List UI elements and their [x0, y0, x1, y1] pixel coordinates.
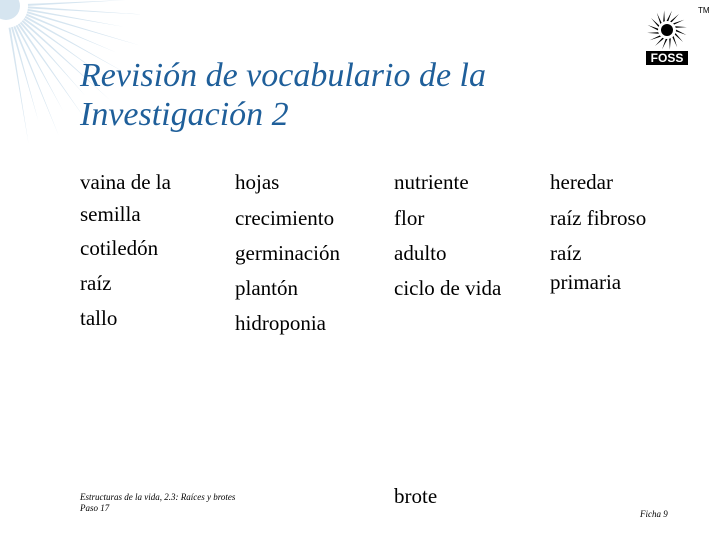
vocab-word: adulto	[394, 241, 447, 265]
vocab-word: raíz	[80, 271, 112, 295]
vocab-word: hojas	[235, 170, 280, 194]
vocab-word-brote: brote	[394, 484, 438, 508]
vocab-word: crecimiento	[235, 206, 335, 230]
logo-text: FOSS	[650, 51, 684, 65]
vocab-word: nutriente	[394, 170, 469, 194]
vocab-word: germinación	[235, 241, 340, 265]
vocab-word: vaina de la	[80, 170, 171, 194]
foss-logo	[644, 8, 690, 66]
vocab-word: heredar	[550, 170, 613, 194]
vocab-word: flor	[394, 206, 425, 230]
title-line-1: Revisión de vocabulario de la	[80, 57, 487, 94]
trademark-mark: TM	[698, 6, 710, 15]
vocab-word: tallo	[80, 306, 118, 330]
page-label: Ficha 9	[640, 509, 668, 519]
vocab-word: raíz	[550, 241, 582, 265]
vocab-word: hidroponia	[235, 311, 326, 335]
vocab-word: plantón	[235, 276, 298, 300]
footer-source	[80, 492, 235, 514]
footer-line-2: Paso 17	[80, 503, 110, 513]
vocab-word: cotiledón	[80, 236, 159, 260]
vocab-word: primaria	[550, 270, 622, 294]
page-title	[80, 56, 640, 134]
footer-line-1: Estructuras de la vida, 2.3: Raíces y brotes	[80, 492, 236, 502]
vocab-word: ciclo de vida	[394, 276, 502, 300]
vocab-word: semilla	[80, 202, 141, 226]
vocab-word: raíz fibroso	[550, 206, 647, 230]
title-line-2: Investigación 2	[80, 96, 289, 133]
